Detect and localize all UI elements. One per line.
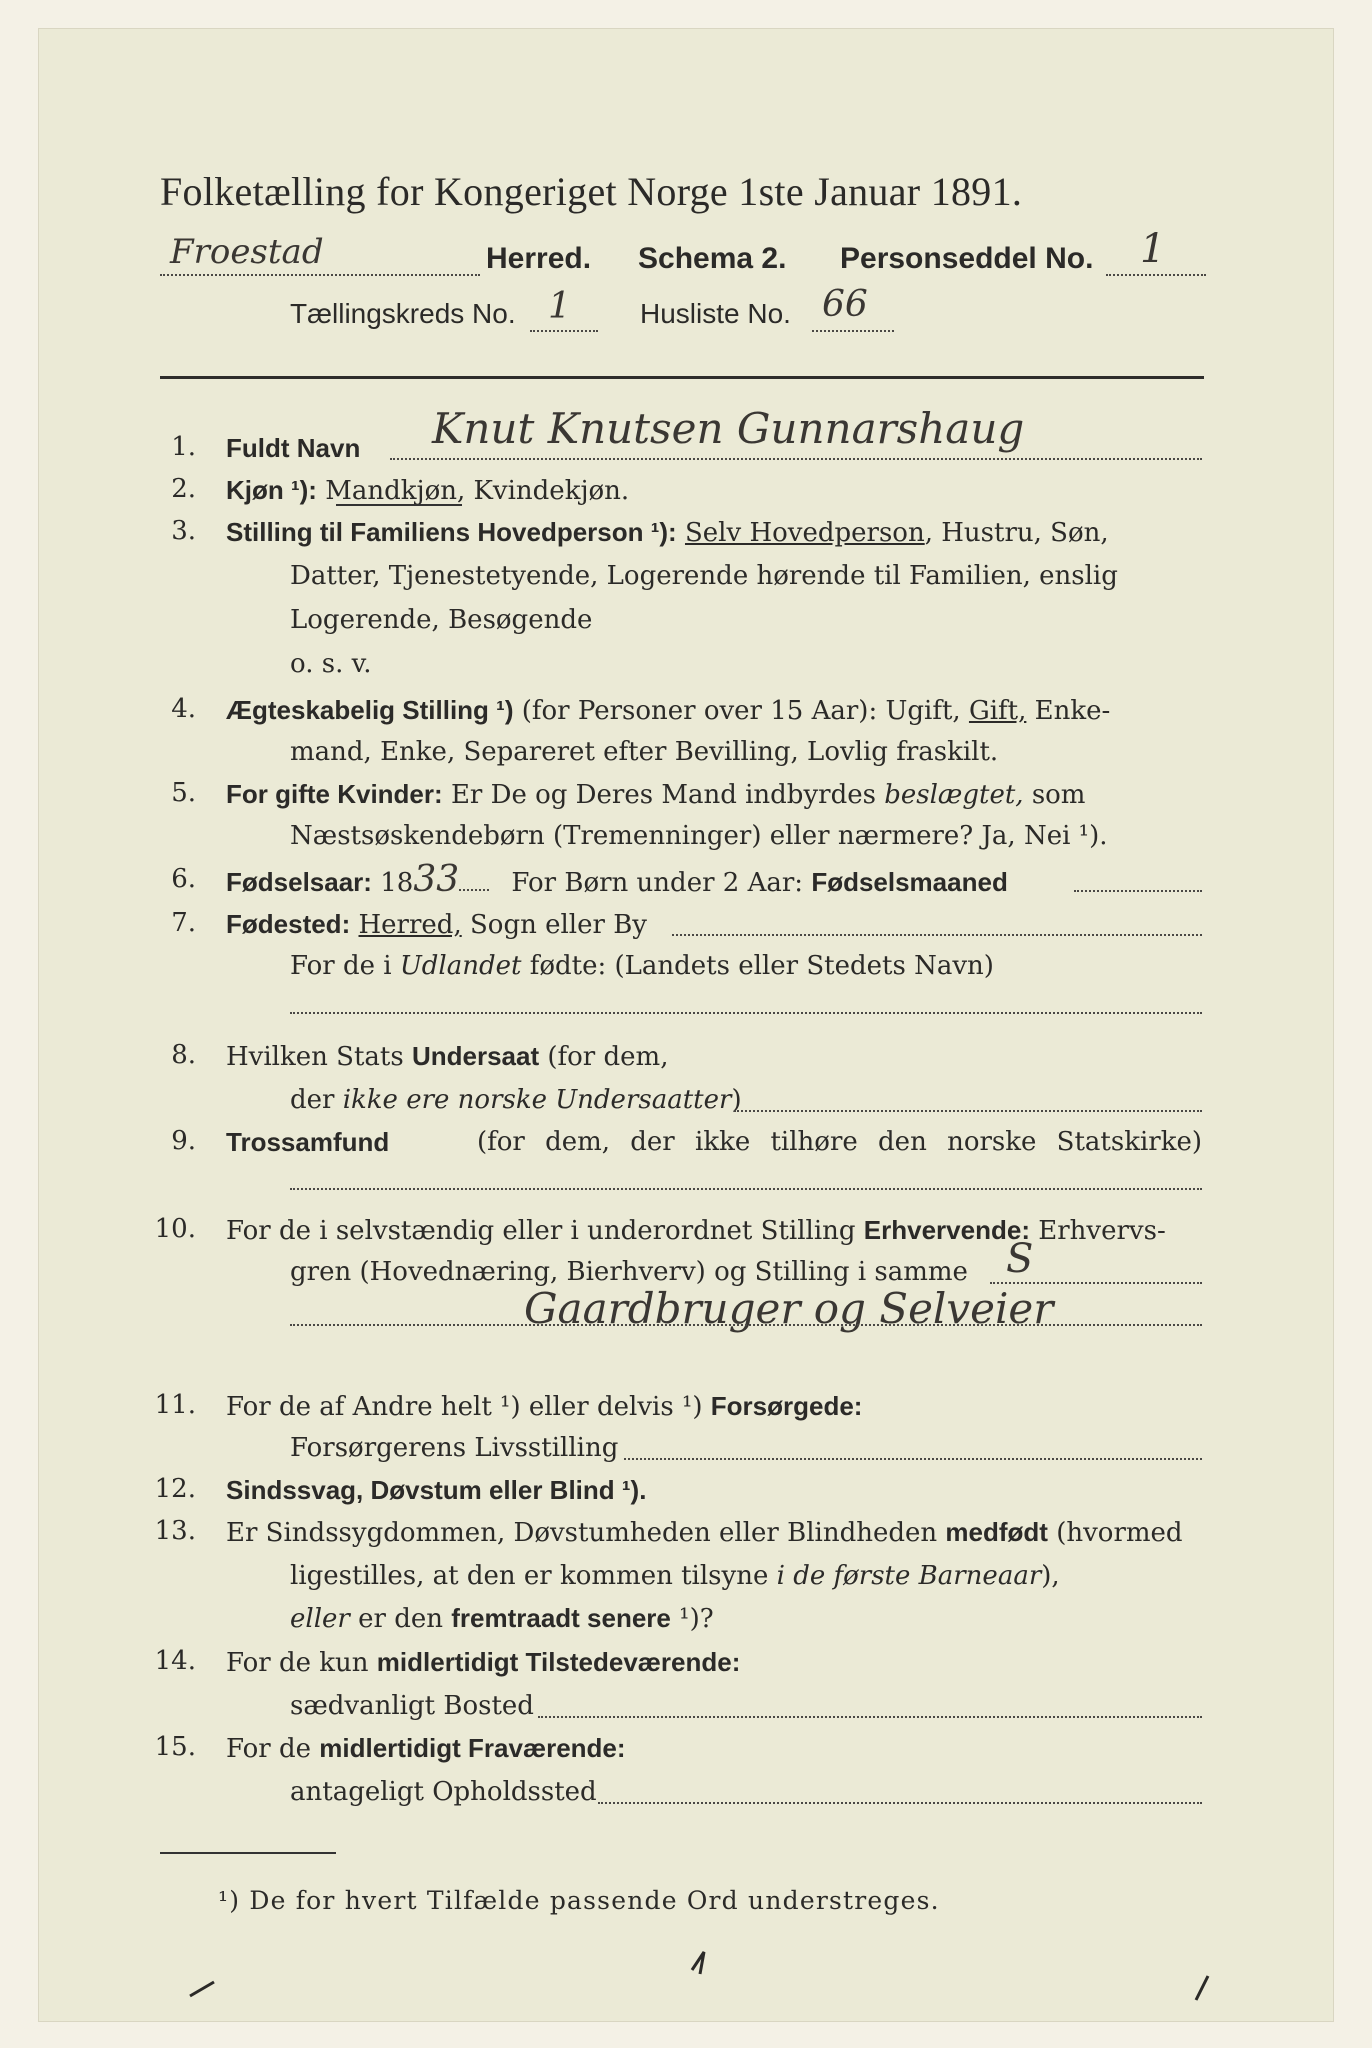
pen-mark-right: [1196, 1976, 1208, 2000]
field-13-italic: i de første Barneaar: [776, 1561, 1042, 1591]
field-9: [226, 1126, 1202, 1158]
field-6: [226, 859, 1008, 900]
field-15-text-b: antageligt Opholdssted: [290, 1777, 597, 1807]
personseddel-label: Personseddel No.: [840, 242, 1094, 275]
footnote: ¹) De for hvert Tilfælde passende Ord understreges.: [218, 1886, 940, 1915]
field-7-underlined: Herred,: [358, 910, 462, 940]
field-11-text-b: Forsørgerens Livsstilling: [290, 1433, 619, 1463]
field-15-dots: [598, 1802, 1202, 1804]
herred-label: Herred.: [486, 242, 592, 275]
field-3-text-a: , Hustru, Søn,: [924, 518, 1109, 548]
field-13-label2: fremtraadt senere: [451, 1603, 671, 1633]
field-11-text-a: For de af Andre helt ¹) eller delvis ¹): [226, 1392, 703, 1422]
field-7-text-a: Sogn eller By: [469, 910, 647, 940]
field-2-number: 2.: [171, 474, 196, 504]
field-11-label: Forsørgede:: [710, 1391, 863, 1421]
field-13-text-a: Er Sindssygdommen, Døvstumheden eller Blindheden: [226, 1518, 938, 1548]
field-9-label: Trossamfund: [226, 1127, 390, 1157]
field-8-text-d: ): [731, 1085, 742, 1115]
field-2-underline: [336, 504, 462, 506]
field-4: [226, 694, 1110, 727]
field-7-label: Fødested:: [226, 909, 351, 939]
field-2: [226, 474, 629, 507]
field-10-text-b: Erhvervs-: [1038, 1216, 1166, 1246]
field-5-text-b: som: [1031, 780, 1086, 810]
field-15: [226, 1732, 626, 1765]
field-2-text: Mandkjøn, Kvindekjøn.: [325, 476, 630, 506]
field-13-label: medfødt: [945, 1517, 1048, 1547]
field-4-text-a: (for Personer over 15 Aar): Ugift,: [521, 696, 961, 726]
field-7: [226, 908, 647, 941]
field-6-trailing-dots: [1074, 890, 1202, 892]
field-13-line-2: [290, 1560, 1060, 1592]
field-13-italic2: eller: [290, 1604, 350, 1634]
field-8-text-a: Hvilken Stats: [226, 1042, 404, 1072]
field-1-label: Fuldt Navn: [226, 433, 361, 463]
field-13-text-d: ),: [1041, 1561, 1060, 1591]
field-7-italic: Udlandet: [399, 951, 522, 981]
field-11-dots: [624, 1458, 1202, 1460]
field-5-text-c: Næstsøskendebørn (Tremenninger) eller nærmere? Ja, Nei ¹).: [290, 821, 1108, 851]
field-3-underlined: Selv Hovedperson: [684, 518, 925, 548]
field-4-text-c: mand, Enke, Separeret efter Bevilling, Lovlig fraskilt.: [290, 737, 999, 767]
field-6-label2: Fødselsmaaned: [811, 867, 1008, 897]
field-13-line-3: [290, 1602, 714, 1635]
field-6-prefix: 18: [380, 868, 414, 898]
field-8-italic: ikke ere norske Undersaatter: [342, 1085, 732, 1115]
pen-marks: [0, 1930, 1372, 2010]
pen-mark-left: [190, 1982, 214, 1996]
field-5-number: 5.: [171, 778, 196, 808]
field-3-text-d: o. s. v.: [290, 649, 372, 679]
kreds-dots: [530, 330, 598, 332]
husliste-dots: [812, 330, 894, 332]
field-13: [226, 1516, 1183, 1549]
field-13-text-c: ligestilles, at den er kommen tilsyne: [290, 1561, 769, 1591]
field-10-text-c: gren (Hovednæring, Bierhverv) og Stilling i samme: [290, 1257, 968, 1287]
field-9-blank-dots: [290, 1188, 1202, 1190]
kreds-label: Tællingskreds No.: [290, 298, 516, 329]
field-2-label: Kjøn ¹):: [226, 475, 317, 505]
herred-dots: [160, 274, 480, 276]
field-3-text-c: Logerende, Besøgende: [290, 605, 593, 635]
field-6-number: 6.: [171, 864, 196, 894]
field-4-label: Ægteskabelig Stilling ¹): [226, 695, 514, 725]
field-13-number: 13.: [154, 1516, 196, 1546]
field-7-blank-dots: [290, 1012, 1202, 1014]
field-8-dots: [734, 1110, 1202, 1112]
field-6-dots: [459, 889, 489, 891]
field-12: [226, 1474, 646, 1507]
field-5-italic: beslægtet,: [884, 780, 1024, 810]
field-5-text-a: Er De og Deres Mand indbyrdes: [450, 780, 876, 810]
field-7-number: 7.: [171, 908, 196, 938]
field-6-label: Fødselsaar:: [226, 867, 372, 897]
field-3-text-b: Datter, Tjenestetyende, Logerende hørende til Familien, enslig: [290, 561, 1118, 591]
field-4-number: 4.: [171, 694, 196, 724]
kreds-line: [290, 284, 1090, 336]
field-15-label: midlertidigt Fraværende:: [319, 1733, 626, 1763]
personseddel-dots: [1106, 274, 1206, 276]
field-8-label: Undersaat: [411, 1041, 540, 1071]
field-8-number: 8.: [171, 1040, 196, 1070]
form-title: Folketælling for Kongeriget Norge 1ste Januar 1891.: [160, 169, 1023, 214]
field-3-number: 3.: [171, 516, 196, 546]
field-8-text-b: (for dem,: [547, 1042, 669, 1072]
field-10-label: Erhvervende:: [863, 1215, 1030, 1245]
field-14-label: midlertidigt Tilstedeværende:: [376, 1647, 741, 1677]
field-3: [226, 516, 1109, 549]
field-1-dots: [390, 458, 1202, 460]
field-12-number: 12.: [154, 1474, 196, 1504]
field-8: [226, 1040, 668, 1073]
field-13-text-e: er den: [358, 1604, 443, 1634]
pen-mark-center: [692, 1952, 704, 1974]
field-12-label: Sindssvag, Døvstum eller Blind ¹).: [226, 1475, 647, 1505]
field-10-value-dots: [290, 1324, 1202, 1326]
field-5: [226, 778, 1085, 811]
field-7-text-c: fødte: (Landets eller Stedets Navn): [529, 951, 994, 981]
husliste-no: 66: [822, 284, 868, 325]
field-9-text: (for dem, der ikke tilhøre den norske Statskirke): [476, 1127, 1202, 1157]
field-14-text-b: sædvanligt Bosted: [290, 1691, 534, 1721]
field-7-text-b: For de i: [290, 951, 392, 981]
field-10-text-a: For de i selvstændig eller i underordnet Stilling: [226, 1216, 856, 1246]
field-8-line-2: [290, 1084, 742, 1116]
field-7-dots: [672, 934, 1202, 936]
field-4-underlined: Gift,: [968, 696, 1027, 726]
schema-label: Schema 2.: [638, 242, 787, 275]
field-6-value: 33: [413, 859, 460, 900]
field-8-text-c: der: [290, 1085, 335, 1115]
field-14-dots: [538, 1716, 1202, 1718]
field-1-value: Knut Knutsen Gunnarshaug: [432, 404, 1025, 453]
field-1: [226, 432, 360, 465]
field-11-number: 11.: [154, 1390, 196, 1420]
field-10-value-b: Gaardbruger og Selveier: [524, 1284, 1054, 1333]
herred-value: Froestad: [170, 232, 324, 272]
field-13-text-f: ¹)?: [679, 1604, 714, 1634]
field-4-text-b: Enke-: [1034, 696, 1111, 726]
field-3-label: Stilling til Familiens Hovedperson ¹):: [226, 517, 677, 547]
field-1-number: 1.: [171, 432, 196, 462]
husliste-label: Husliste No.: [640, 298, 791, 329]
herred-line: [160, 226, 1210, 280]
field-15-number: 15.: [154, 1732, 196, 1762]
footnote-rule: [160, 1852, 336, 1854]
header-rule: [160, 376, 1204, 379]
field-14: [226, 1646, 740, 1679]
field-7-line-2: [290, 950, 994, 982]
field-9-number: 9.: [171, 1126, 196, 1156]
field-11: [226, 1390, 862, 1423]
field-15-text-a: For de: [226, 1734, 311, 1764]
field-14-text-a: For de kun: [226, 1648, 369, 1678]
field-13-text-b: (hvormed: [1056, 1518, 1183, 1548]
personseddel-no: 1: [1140, 226, 1166, 272]
field-6-text: For Børn under 2 Aar:: [511, 868, 804, 898]
kreds-no: 1: [548, 286, 571, 327]
field-10-value-a: S: [1006, 1236, 1034, 1282]
field-14-number: 14.: [154, 1646, 196, 1676]
field-5-label: For gifte Kvinder:: [226, 779, 443, 809]
field-10-number: 10.: [154, 1214, 196, 1244]
